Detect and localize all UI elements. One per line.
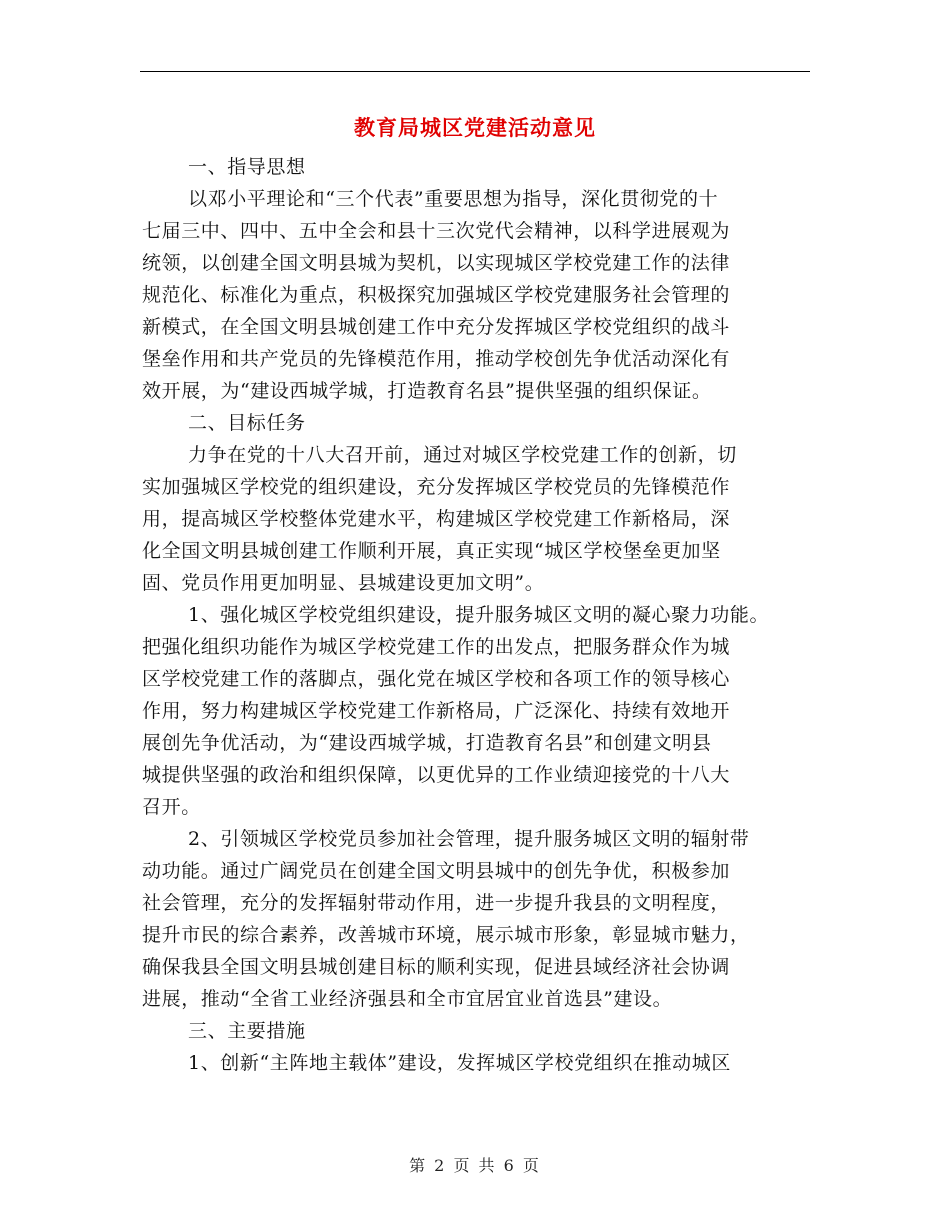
paragraph-line: 1、创新“主阵地主载体”建设，发挥城区学校党组织在推动城区	[188, 1052, 731, 1074]
header-rule	[140, 71, 810, 72]
paragraph-line: 规范化、标准化为重点，积极探究加强城区学校党建服务社会管理的	[142, 284, 731, 306]
paragraph-line: 作用，努力构建城区学校党建工作新格局，广泛深化、持续有效地开	[142, 700, 731, 722]
paragraph-line: 确保我县全国文明县城创建目标的顺利实现，促进县域经济社会协调	[142, 956, 731, 978]
paragraph-line: 把强化组织功能作为城区学校党建工作的出发点，把服务群众作为城	[142, 636, 731, 658]
document-body	[142, 151, 822, 1079]
paragraph-line: 统领，以创建全国文明县城为契机，以实现城区学校党建工作的法律	[142, 252, 731, 274]
paragraph-line: 召开。	[142, 796, 201, 818]
paragraph-line: 堡垒作用和共产党员的先锋模范作用，推动学校创先争优活动深化有	[142, 348, 731, 370]
page-number-footer: 第 2 页 共 6 页	[409, 1156, 541, 1175]
section-heading: 一、指导思想	[188, 156, 306, 178]
paragraph-line: 社会管理，充分的发挥辐射带动作用，进一步提升我县的文明程度，	[142, 892, 731, 914]
paragraph-line: 力争在党的十八大召开前，通过对城区学校党建工作的创新，切	[188, 444, 737, 466]
paragraph-line: 区学校党建工作的落脚点，强化党在城区学校和各项工作的领导核心	[142, 668, 731, 690]
paragraph-line: 城提供坚强的政治和组织保障，以更优异的工作业绩迎接党的十八大	[142, 764, 731, 786]
paragraph-line: 用，提高城区学校整体党建水平，构建城区学校党建工作新格局，深	[142, 508, 731, 530]
paragraph-line: 效开展，为“建设西城学城，打造教育名县”提供坚强的组织保证。	[142, 380, 712, 402]
document-title: 教育局城区党建活动意见	[354, 115, 596, 140]
paragraph-line: 提升市民的综合素养，改善城市环境，展示城市形象，彰显城市魅力，	[142, 924, 750, 946]
paragraph-line: 实加强城区学校党的组织建设，充分发挥城区学校党员的先锋模范作	[142, 476, 731, 498]
section-heading: 三、主要措施	[188, 1020, 306, 1042]
paragraph-line: 2、引领城区学校党员参加社会管理，提升服务城区文明的辐射带	[188, 828, 750, 850]
paragraph-line: 展创先争优活动，为“建设西城学城，打造教育名县”和创建文明县	[142, 732, 712, 754]
paragraph-line: 七届三中、四中、五中全会和县十三次党代会精神，以科学进展观为	[142, 220, 731, 242]
paragraph-line: 进展，推动“全省工业经济强县和全市宜居宜业首选县”建设。	[142, 988, 673, 1010]
paragraph-line: 化全国文明县城创建工作顺利开展，真正实现“城区学校堡垒更加坚	[142, 540, 721, 562]
paragraph-line: 1、强化城区学校党组织建设，提升服务城区文明的凝心聚力功能。	[188, 604, 770, 626]
paragraph-line: 以邓小平理论和“三个代表”重要思想为指导，深化贯彻党的十	[188, 188, 719, 210]
paragraph-line: 新模式，在全国文明县城创建工作中充分发挥城区学校党组织的战斗	[142, 316, 731, 338]
paragraph-line: 固、党员作用更加明显、县城建设更加文明”。	[142, 572, 545, 594]
paragraph-line: 动功能。通过广阔党员在创建全国文明县城中的创先争优，积极参加	[142, 860, 731, 882]
section-heading: 二、目标任务	[188, 412, 306, 434]
